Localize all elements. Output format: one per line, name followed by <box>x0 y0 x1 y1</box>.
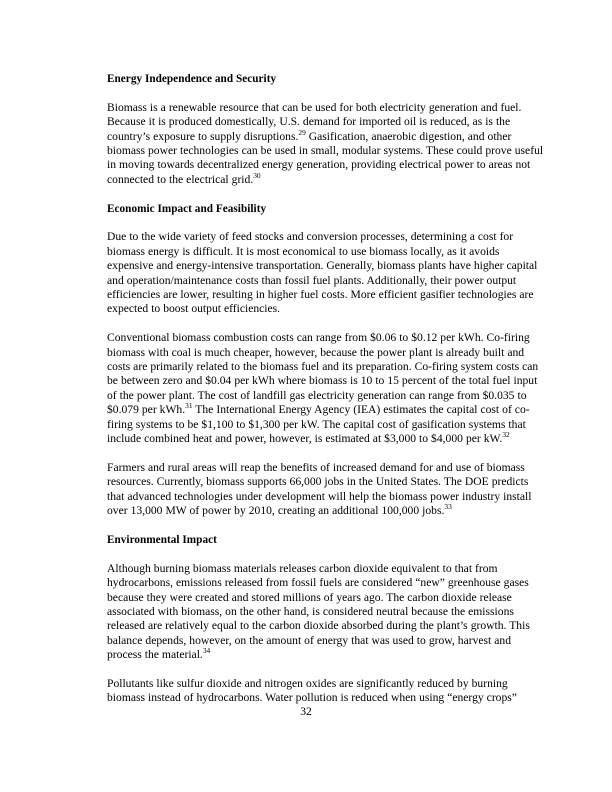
footnote-marker: 32 <box>502 430 510 440</box>
section-heading: Energy Independence and Security <box>107 73 277 85</box>
page-number: 32 <box>300 705 312 718</box>
paragraph-text: Due to the wide variety of feed stocks and conversion processes, determining a cost for biomass energy is difficult. It is most economical to use biomass locally, as it avoids expensive and energy-intensive transportation. Generally, biomass plants have higher capital and operation/maintenance costs than fossil fuel plants. Additionally, their power output efficiencies are lower, resulting in higher fuel costs. More efficient gasifier technologies are expected to boost output efficiencies. <box>107 230 538 316</box>
paragraph-text: Gasification, anaerobic digestion, and other biomass power technologies can be used in small, modular systems. These could prove useful in moving towards decentralized energy generation, providing electrical power to areas not connected to the electrical grid. <box>107 129 544 186</box>
paragraph-spacer <box>107 447 544 461</box>
paragraph-spacer <box>107 663 544 677</box>
paragraph-spacer <box>107 86 544 100</box>
paragraph-text: The International Energy Agency (IEA) estimates the capital cost of co-firing systems to be $1,100 to $1,300 per kW. The capital cost of gasification systems that include combined heat and power, however, is estimated at $3,000 to $4,000 per kW. <box>107 403 530 446</box>
body-paragraph <box>107 331 544 446</box>
footnote-marker: 31 <box>185 401 193 411</box>
paragraph-spacer <box>107 216 544 230</box>
paragraph-text: Pollutants like sulfur dioxide and nitrogen oxides are significantly reduced by burning biomass instead of hydrocarbons. Water pollution is reduced when using “energy crops” <box>107 676 517 705</box>
section-heading: Economic Impact and Feasibility <box>107 202 267 215</box>
body-paragraph <box>107 677 544 706</box>
footnote-marker: 30 <box>253 170 261 180</box>
paragraph-text: Conventional biomass combustion costs can range from $0.06 to $0.12 per kWh. Co-firing biomass with coal is much cheaper, however, because the power plant is already built and costs are primarily related to the biomass fuel and its preparation. Co-firing system costs can be between zero and $0.04 per kWh where biomass is 10 to 15 percent of the total fuel input of the power plant. The cost of landfill gas electricity generation can range from $0.035 to $0.079 per kWh. <box>107 331 539 417</box>
section-heading: Environmental Impact <box>107 533 217 546</box>
page-body <box>107 72 544 706</box>
paragraph-text: Biomass is a renewable resource that can be used for both electricity generation and fuel. Because it is produced domestically, U.S. demand for imported oil is reduced, as is the country’s exposure to supply disruptions. <box>107 100 522 143</box>
footnote-marker: 29 <box>298 127 306 137</box>
body-paragraph <box>107 230 544 316</box>
footnote-marker: 34 <box>202 646 211 656</box>
body-paragraph <box>107 461 544 519</box>
paragraph-spacer <box>107 317 544 331</box>
footnote-marker: 33 <box>444 502 452 512</box>
paragraph-spacer <box>107 547 544 561</box>
body-paragraph <box>107 101 544 187</box>
paragraph-text: Although burning biomass materials releases carbon dioxide equivalent to that from hydrocarbons, emissions released from fossil fuels are considered “new” greenhouse gases because they were created and stored millions of years ago. The carbon dioxide release associated with biomass, on the other hand, is considered neutral because the emissions released are relatively equal to the carbon dioxide absorbed during the plant’s growth. This balance depends, however, on the amount of energy that was used to grow, harvest and process the material. <box>107 561 530 662</box>
body-paragraph <box>107 562 544 663</box>
paragraph-spacer <box>107 187 544 201</box>
paragraph-text: Farmers and rural areas will reap the benefits of increased demand for and use of biomass resources. Currently, biomass supports 66,000 jobs in the United States. The DOE predicts that advanced technologies under development will help the biomass power industry install over 13,000 MW of power by 2010, creating an additional 100,000 jobs. <box>107 460 532 518</box>
paragraph-spacer <box>107 519 544 533</box>
